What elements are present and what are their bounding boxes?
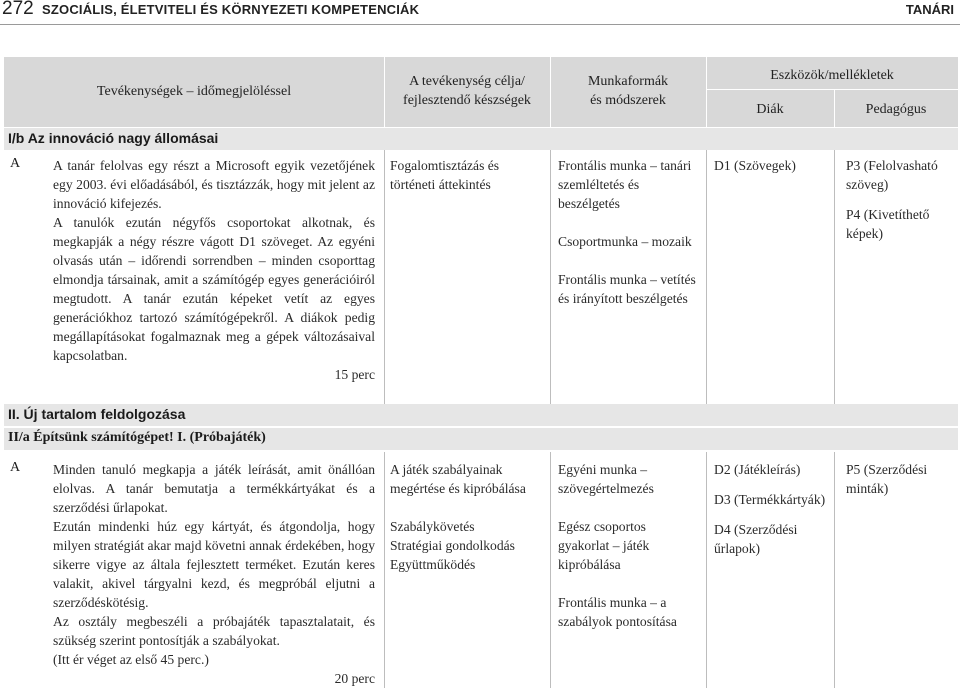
column-divider (550, 150, 551, 404)
method-item: Egész csoportos gyakorlat – játék kipróbálása (558, 519, 650, 572)
goal-item: Együttműködés (390, 557, 476, 572)
activity-methods (558, 156, 698, 308)
col-header-activities: Tevékenységek – időmegjelöléssel (96, 84, 292, 99)
activity-paragraph: A tanár felolvas egy részt a Microsoft egyik vezetőjének egy 2003. évi előadásából, és tisztázzák, hogy mit jelent az innováció kifejezés. (53, 158, 375, 211)
page-header (0, 0, 960, 25)
activity-methods (558, 460, 698, 631)
col-header-methods-line: és módszerek (590, 93, 666, 108)
goal-item: A játék szabályainak megértése és kipróbálása (390, 462, 526, 496)
activity-paragraph: Minden tanuló megkapja a játék leírását, amit önállóan elolvas. A tanár bemutatja a termékkártyákat és a szerződési űrlapokat. (53, 462, 375, 515)
activity-goal: Fogalomtisztázás és történeti áttekintés (390, 158, 500, 192)
method-item: Frontális munka – tanári szemléltetés és beszélgetés (558, 158, 692, 211)
section-heading-band (4, 128, 958, 150)
tool-item: D4 (Szerződési űrlapok) (714, 522, 798, 556)
col-header-goal-line: fejlesztendő készségek (403, 93, 531, 108)
activity-goals (390, 460, 540, 574)
column-divider (706, 150, 707, 404)
activity-paragraph: Az osztály megbeszéli a próbajáték tapasztalatait, és szükség szerint pontosítják a szabályokat. (53, 614, 375, 648)
activity-description (53, 460, 375, 688)
col-header-student: Diák (756, 102, 784, 117)
col-header-goal (384, 72, 550, 110)
col-header-goal-line: A tevékenység célja/ (409, 74, 525, 89)
col-header-methods (550, 72, 706, 110)
method-item: Egyéni munka – szövegértelmezés (558, 462, 654, 496)
page-running-title: SZOCIÁLIS, ÉLETVITELI ÉS KÖRNYEZETI KOMPETENCIÁK (42, 2, 420, 17)
activity-description (53, 156, 375, 384)
row-type-letter: A (10, 156, 21, 171)
section-title: I/b Az innováció nagy állomásai (8, 130, 219, 146)
method-item: Frontális munka – vetítés és irányított beszélgetés (558, 272, 696, 306)
column-divider (834, 150, 835, 404)
column-divider (550, 452, 551, 688)
col-header-methods-line: Munkaformák (587, 74, 669, 89)
col-header-tools: Eszközök/mellékletek (770, 68, 894, 83)
section-heading-band (4, 404, 958, 426)
teacher-tools (846, 156, 954, 243)
tool-item: P4 (Kivetíthető képek) (846, 207, 930, 241)
page-audience-label: TANÁRI (905, 2, 954, 17)
section-title: II. Új tartalom feldolgozása (8, 406, 186, 422)
teacher-tools (846, 460, 954, 498)
goal-item: Stratégiai gondolkodás (390, 538, 515, 553)
method-item: Csoportmunka – mozaik (558, 234, 692, 249)
tool-item: P5 (Szerződési minták) (846, 462, 928, 496)
header-divider (706, 89, 958, 90)
tool-item: D3 (Termékkártyák) (714, 492, 826, 507)
row-type-letter: A (10, 460, 21, 475)
section-title: II/a Építsünk számítógépet! I. (Próbajáték) (8, 430, 266, 445)
column-divider (706, 452, 707, 688)
activity-duration: 15 perc (334, 367, 375, 382)
activity-paragraph: A tanulók ezután négyfős csoportokat alkotnak, és megkapják a négy részre vágott D1 szöveget. Az egyéni olvasás után – időrendi sorrendben – minden csoporttag elmondja társainak, amit a számítógép egyes generációiról megtudott. A tanár ezután képeket vetít az egyes generációkhoz tartozó számítógépekről. A diákok pedig megállapításokat fogalmaznak meg a gépek változásaival kapcsolatban. (53, 215, 375, 363)
activity-paragraph: (Itt ér véget az első 45 perc.) (53, 652, 209, 667)
col-header-teacher: Pedagógus (865, 102, 927, 117)
column-divider (834, 452, 835, 688)
student-tools (714, 460, 826, 558)
tool-item: D1 (Szövegek) (714, 158, 796, 173)
goal-item: Szabálykövetés (390, 519, 475, 534)
column-divider (384, 452, 385, 688)
section-heading-band (4, 428, 958, 450)
method-item: Frontális munka – a szabályok pontosítása (558, 595, 677, 629)
student-tools (714, 156, 830, 175)
column-divider (384, 150, 385, 404)
page-number: 272 (2, 0, 34, 19)
activity-duration: 20 perc (334, 671, 375, 686)
tool-item: D2 (Játékleírás) (714, 462, 801, 477)
activity-paragraph: Ezután mindenki húz egy kártyát, és átgondolja, hogy milyen stratégiát akar majd követni annak érdekében, hogy sikerre vigye az általa fejlesztett terméket. Ezután keres valakit, akivel tárgyalni kezd, és megpróbál eljutni a szerződéskötésig. (53, 519, 375, 610)
tool-item: P3 (Felolvasható szöveg) (846, 158, 938, 192)
